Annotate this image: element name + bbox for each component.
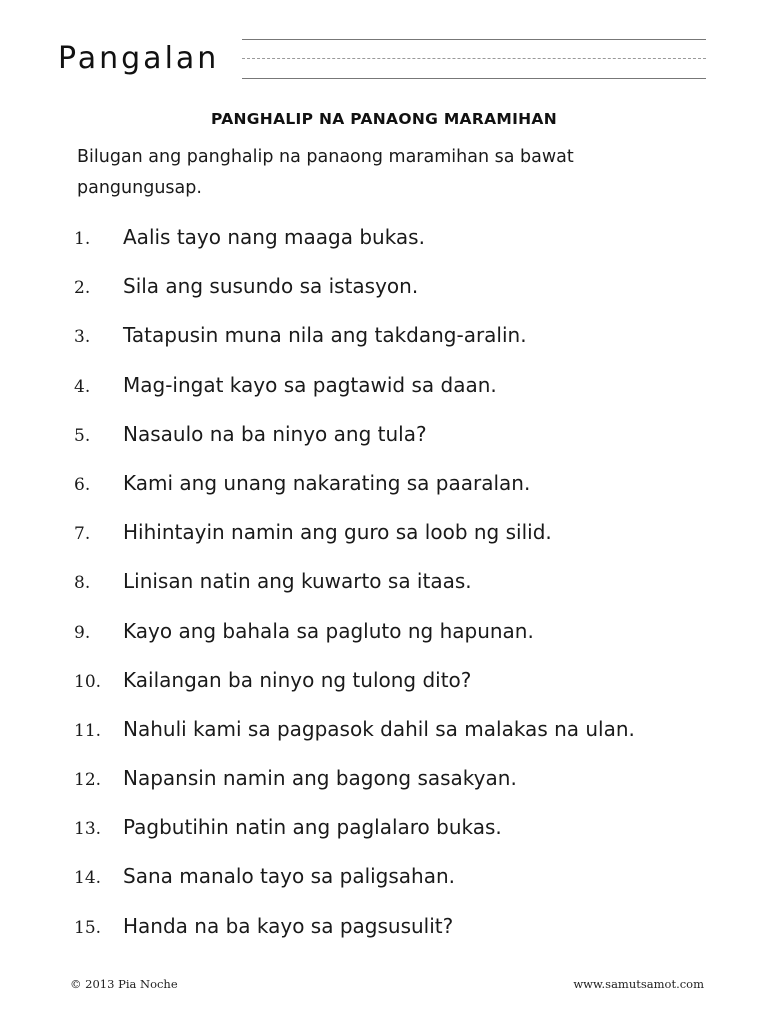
item-sentence: Kami ang unang nakarating sa paaralan. [123,470,531,495]
item-sentence: Hihintayin namin ang guro sa loob ng silid. [123,520,552,545]
list-item [0,222,768,271]
item-number: 13. [74,819,102,840]
item-number: 4. [74,376,91,397]
list-item [0,665,768,714]
worksheet-title: PANGHALIP NA PANAONG MARAMIHAN [210,110,557,128]
item-number: 12. [74,770,102,791]
item-number: 11. [74,720,102,741]
list-item [0,320,768,369]
website-link[interactable]: www.samutsamot.com [573,977,704,991]
list-item [0,616,768,665]
item-sentence: Linisan natin ang kuwarto sa itaas. [123,569,472,594]
writing-line-top [242,39,706,40]
list-item [0,468,768,517]
list-item [0,812,768,861]
list-item [0,271,768,320]
item-sentence: Nahuli kami sa pagpasok dahil sa malakas na ulan. [123,716,635,741]
item-number: 6. [74,474,91,495]
item-sentence: Kailangan ba ninyo ng tulong dito? [123,667,472,692]
item-number: 14. [74,868,102,889]
item-sentence: Pagbutihin natin ang paglalaro bukas. [123,815,502,840]
item-sentence: Tatapusin muna nila ang takdang-aralin. [123,323,527,348]
item-number: 3. [74,327,91,348]
sentence-list [0,222,768,960]
item-number: 7. [74,524,91,545]
item-sentence: Handa na ba kayo sa pagsusulit? [123,913,454,938]
item-sentence: Sila ang susundo sa istasyon. [123,274,419,299]
name-writing-lines [242,38,706,82]
writing-line-dashed [242,58,706,59]
list-item [0,419,768,468]
list-item [0,763,768,812]
item-sentence: Nasaulo na ba ninyo ang tula? [123,421,427,446]
item-sentence: Napansin namin ang bagong sasakyan. [123,766,517,791]
item-sentence: Kayo ang bahala sa pagluto ng hapunan. [123,618,534,643]
item-number: 2. [74,278,91,299]
list-item [0,714,768,763]
item-number: 8. [74,573,91,594]
list-item [0,517,768,566]
item-sentence: Sana manalo tayo sa paligsahan. [123,864,456,889]
item-number: 15. [74,917,102,938]
list-item [0,911,768,960]
item-number: 1. [74,229,91,249]
list-item [0,861,768,910]
list-item [0,566,768,615]
item-number: 5. [74,425,91,446]
item-number: 10. [74,671,102,692]
item-number: 9. [74,622,91,643]
instructions: Bilugan ang panghalip na panaong maramihan sa bawat pangungusap. [77,147,574,198]
list-item [0,370,768,419]
item-sentence: Aalis tayo nang maaga bukas. [123,225,425,249]
writing-line-bottom [242,78,706,79]
name-label: Pangalan [58,41,220,76]
item-sentence: Mag-ingat kayo sa pagtawid sa daan. [123,372,497,397]
copyright-notice: © 2013 Pia Noche [70,977,178,991]
